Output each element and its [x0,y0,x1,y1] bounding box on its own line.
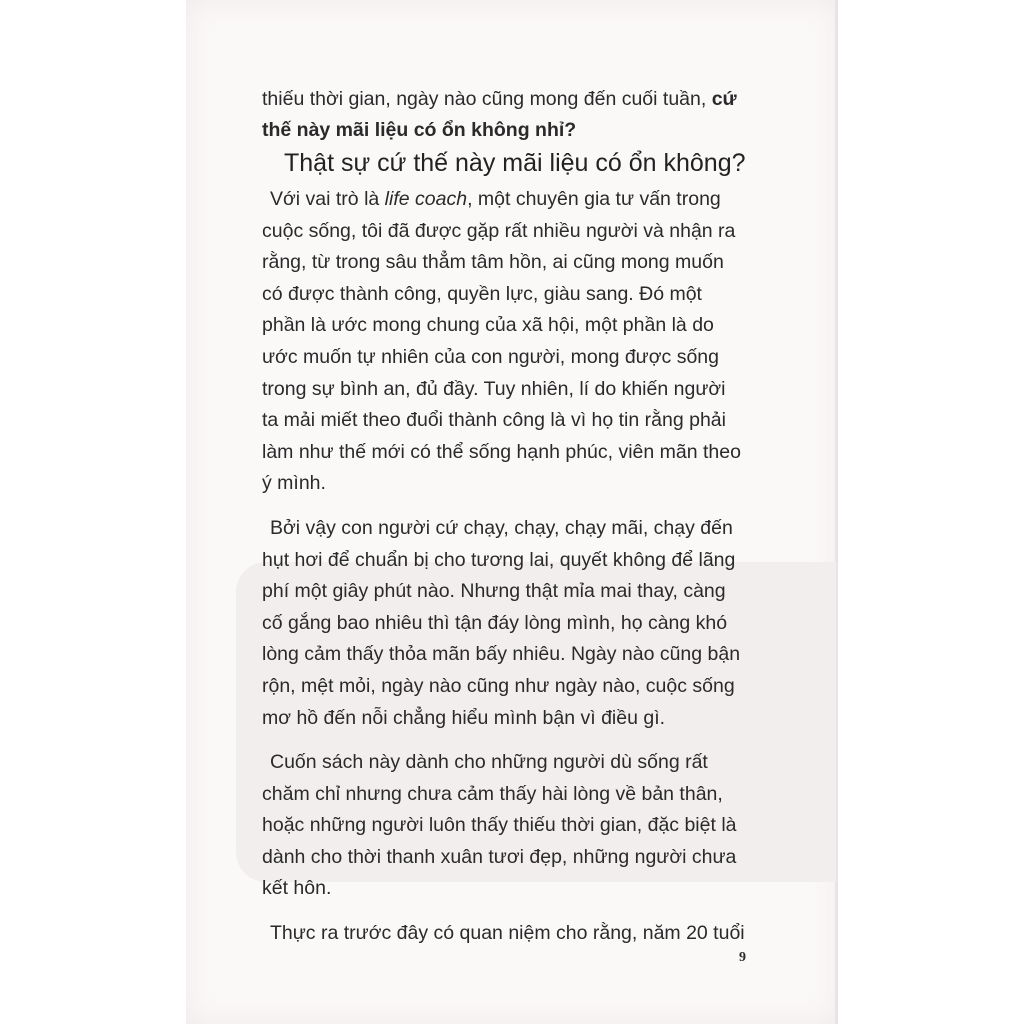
paragraph-line: trong sự bình an, đủ đầy. Tuy nhiên, lí do khiến người [262,377,726,400]
text-run: Với vai trò là [270,188,385,210]
paragraph-line: làm như thế mới có thể sống hạnh phúc, viên mãn theo [262,440,741,463]
paragraph-line: dành cho thời thanh xuân tươi đẹp, những người chưa [262,845,737,868]
paragraph-line: Thực ra trước đây có quan niệm cho rằng, năm 20 tuổi [270,922,745,945]
section-heading: Thật sự cứ thế này mãi liệu có ổn không? [284,149,746,177]
paragraph-1 [262,184,762,500]
paragraph-line: kết hôn. [262,877,332,900]
paragraph-line: ta mải miết theo đuổi thành công là vì họ tin rằng phải [262,409,726,432]
paragraph-line: chăm chỉ nhưng chưa cảm thấy hài lòng về bản thân, [262,782,723,805]
paragraph-line: ý mình. [262,472,326,495]
page-text [262,84,762,950]
paragraph-line: phần là ước mong chung của xã hội, một phần là do [262,314,714,337]
paragraph-line [262,184,762,216]
paragraph-line: cố gắng bao nhiêu thì tận đáy lòng mình, họ càng khó [262,611,728,634]
page-number: 9 [739,950,746,965]
paragraph-line: lòng cảm thấy thỏa mãn bấy nhiêu. Ngày nào cũng bận [262,643,741,666]
paragraph-line: mơ hồ đến nỗi chẳng hiểu mình bận vì điều gì. [262,706,666,729]
paragraph-line: cuộc sống, tôi đã được gặp rất nhiều người và nhận ra [262,219,736,242]
italic-term: life coach [384,188,468,210]
paragraph-line: Bởi vậy con người cứ chạy, chạy, chạy mãi, chạy đến [270,516,733,539]
intro-text: thiếu thời gian, ngày nào cũng mong đến cuối tuần, [262,88,712,110]
text-run: , một chuyên gia tư vấn trong [467,188,721,210]
paragraph-line: ước muốn tự nhiên của con người, mong được sống [262,345,719,368]
intro-line-2: thế này mãi liệu có ổn không nhỉ? [262,119,577,141]
paragraph-4 [262,918,762,950]
intro-bold-start: cứ [711,88,737,110]
paragraph-line: Cuốn sách này dành cho những người dù sống rất [270,751,708,774]
paragraph-line: rộn, mệt mỏi, ngày nào cũng như ngày nào, cuộc sống [262,674,735,697]
paragraph-line: phí một giây phút nào. Nhưng thật mỉa mai thay, càng [262,580,726,603]
paragraph-line: rằng, từ trong sâu thẳm tâm hồn, ai cũng mong muốn [262,251,724,274]
paragraph-line: hụt hơi để chuẩn bị cho tương lai, quyết không để lãng [262,548,736,571]
intro-line-1 [262,84,762,115]
paragraph-line: có được thành công, quyền lực, giàu sang. Đó một [262,282,702,305]
paragraph-2 [262,513,762,734]
paragraph-3 [262,747,762,905]
paragraph-line: hoặc những người luôn thấy thiếu thời gian, đặc biệt là [262,814,737,837]
